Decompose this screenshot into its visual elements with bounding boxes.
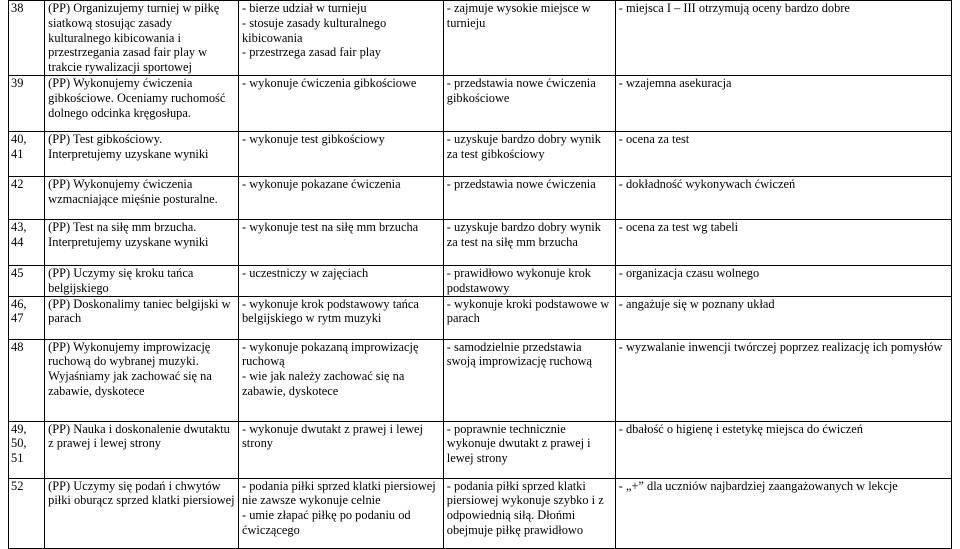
lesson-number: 40, 41: [9, 132, 45, 177]
extended-requirements: - przedstawia nowe ćwiczenia gibkościowe: [443, 76, 615, 132]
table-row: [9, 132, 952, 177]
lesson-number: 39: [9, 76, 45, 132]
assessment-notes: - ocena za test wg tabeli: [615, 220, 951, 266]
lesson-topic: (PP) Wykonujemy ćwiczenia gibkościowe. Oceniamy ruchomość dolnego odcinka kręgosłupa.: [45, 76, 239, 132]
basic-requirements: - wykonuje krok podstawowy tańca belgijskiego w rytm muzyki: [238, 296, 443, 339]
assessment-notes: - miejsca I – III otrzymują oceny bardzo dobre: [615, 1, 951, 76]
basic-requirements: - wykonuje pokazane ćwiczenia: [238, 177, 443, 220]
lesson-topic: (PP) Uczymy się podań i chwytów piłki oburącz sprzed klatki piersiowej: [45, 478, 239, 548]
basic-requirements: - wykonuje test gibkościowy: [238, 132, 443, 177]
assessment-notes: - ocena za test: [615, 132, 951, 177]
table-row: [9, 177, 952, 220]
table-row: [9, 1, 952, 76]
table-row: [9, 339, 952, 421]
assessment-notes: - organizacja czasu wolnego: [615, 266, 951, 297]
assessment-notes: - dokładność wykonywach ćwiczeń: [615, 177, 951, 220]
lesson-plan-table: [8, 0, 952, 549]
lesson-number: 46, 47: [9, 296, 45, 339]
basic-requirements: - podania piłki sprzed klatki piersiowej nie zawsze wykonuje celnie - umie złapać piłkę po podaniu od ćwiczącego: [238, 478, 443, 548]
assessment-notes: - dbałość o higienę i estetykę miejsca do ćwiczeń: [615, 421, 951, 478]
table-row: [9, 266, 952, 297]
lesson-topic: (PP) Organizujemy turniej w piłkę siatkową stosując zasady kulturalnego kibicowania i przestrzegania zasad fair play w trakcie rywalizacji sportowej: [45, 1, 239, 76]
assessment-notes: - wzajemna asekuracja: [615, 76, 951, 132]
lesson-number: 42: [9, 177, 45, 220]
table-row: [9, 421, 952, 478]
table-row: [9, 296, 952, 339]
extended-requirements: - poprawnie technicznie wykonuje dwutakt z prawej i lewej strony: [443, 421, 615, 478]
extended-requirements: - uzyskuje bardzo dobry wynik za test gibkościowy: [443, 132, 615, 177]
extended-requirements: - podania piłki sprzed klatki piersiowej wykonuje szybko i z odpowiednią siłą. Dłońmi obejmuje piłkę prawidłowo: [443, 478, 615, 548]
extended-requirements: - samodzielnie przedstawia swoją improwizację ruchową: [443, 339, 615, 421]
lesson-topic: (PP) Test na siłę mm brzucha. Interpretujemy uzyskane wyniki: [45, 220, 239, 266]
extended-requirements: - prawidłowo wykonuje krok podstawowy: [443, 266, 615, 297]
extended-requirements: - zajmuje wysokie miejsce w turnieju: [443, 1, 615, 76]
lesson-topic: (PP) Wykonujemy ćwiczenia wzmacniające mięśnie posturalne.: [45, 177, 239, 220]
extended-requirements: - uzyskuje bardzo dobry wynik za test na siłę mm brzucha: [443, 220, 615, 266]
table-row: [9, 478, 952, 548]
basic-requirements: - uczestniczy w zajęciach: [238, 266, 443, 297]
assessment-notes: - wyzwalanie inwencji twórczej poprzez realizację ich pomysłów: [615, 339, 951, 421]
basic-requirements: - wykonuje pokazaną improwizację ruchową - wie jak należy zachować się na zabawie, dyskotece: [238, 339, 443, 421]
table-row: [9, 220, 952, 266]
lesson-topic: (PP) Doskonalimy taniec belgijski w parach: [45, 296, 239, 339]
lesson-number: 52: [9, 478, 45, 548]
basic-requirements: - wykonuje dwutakt z prawej i lewej strony: [238, 421, 443, 478]
extended-requirements: - wykonuje kroki podstawowe w parach: [443, 296, 615, 339]
lesson-topic: (PP) Test gibkościowy. Interpretujemy uzyskane wyniki: [45, 132, 239, 177]
assessment-notes: - angażuje się w poznany układ: [615, 296, 951, 339]
lesson-topic: (PP) Uczymy się kroku tańca belgijskiego: [45, 266, 239, 297]
basic-requirements: - bierze udział w turnieju - stosuje zasady kulturalnego kibicowania - przestrzega zasad fair play: [238, 1, 443, 76]
lesson-number: 38: [9, 1, 45, 76]
lesson-topic: (PP) Wykonujemy improwizację ruchową do wybranej muzyki. Wyjaśniamy jak zachować się na zabawie, dyskotece: [45, 339, 239, 421]
lesson-number: 49, 50, 51: [9, 421, 45, 478]
basic-requirements: - wykonuje test na siłę mm brzucha: [238, 220, 443, 266]
lesson-topic: (PP) Nauka i doskonalenie dwutaktu z prawej i lewej strony: [45, 421, 239, 478]
basic-requirements: - wykonuje ćwiczenia gibkościowe: [238, 76, 443, 132]
lesson-number: 48: [9, 339, 45, 421]
table-row: [9, 76, 952, 132]
extended-requirements: - przedstawia nowe ćwiczenia: [443, 177, 615, 220]
lesson-number: 45: [9, 266, 45, 297]
lesson-number: 43, 44: [9, 220, 45, 266]
assessment-notes: - „+” dla uczniów najbardziej zaangażowanych w lekcje: [615, 478, 951, 548]
